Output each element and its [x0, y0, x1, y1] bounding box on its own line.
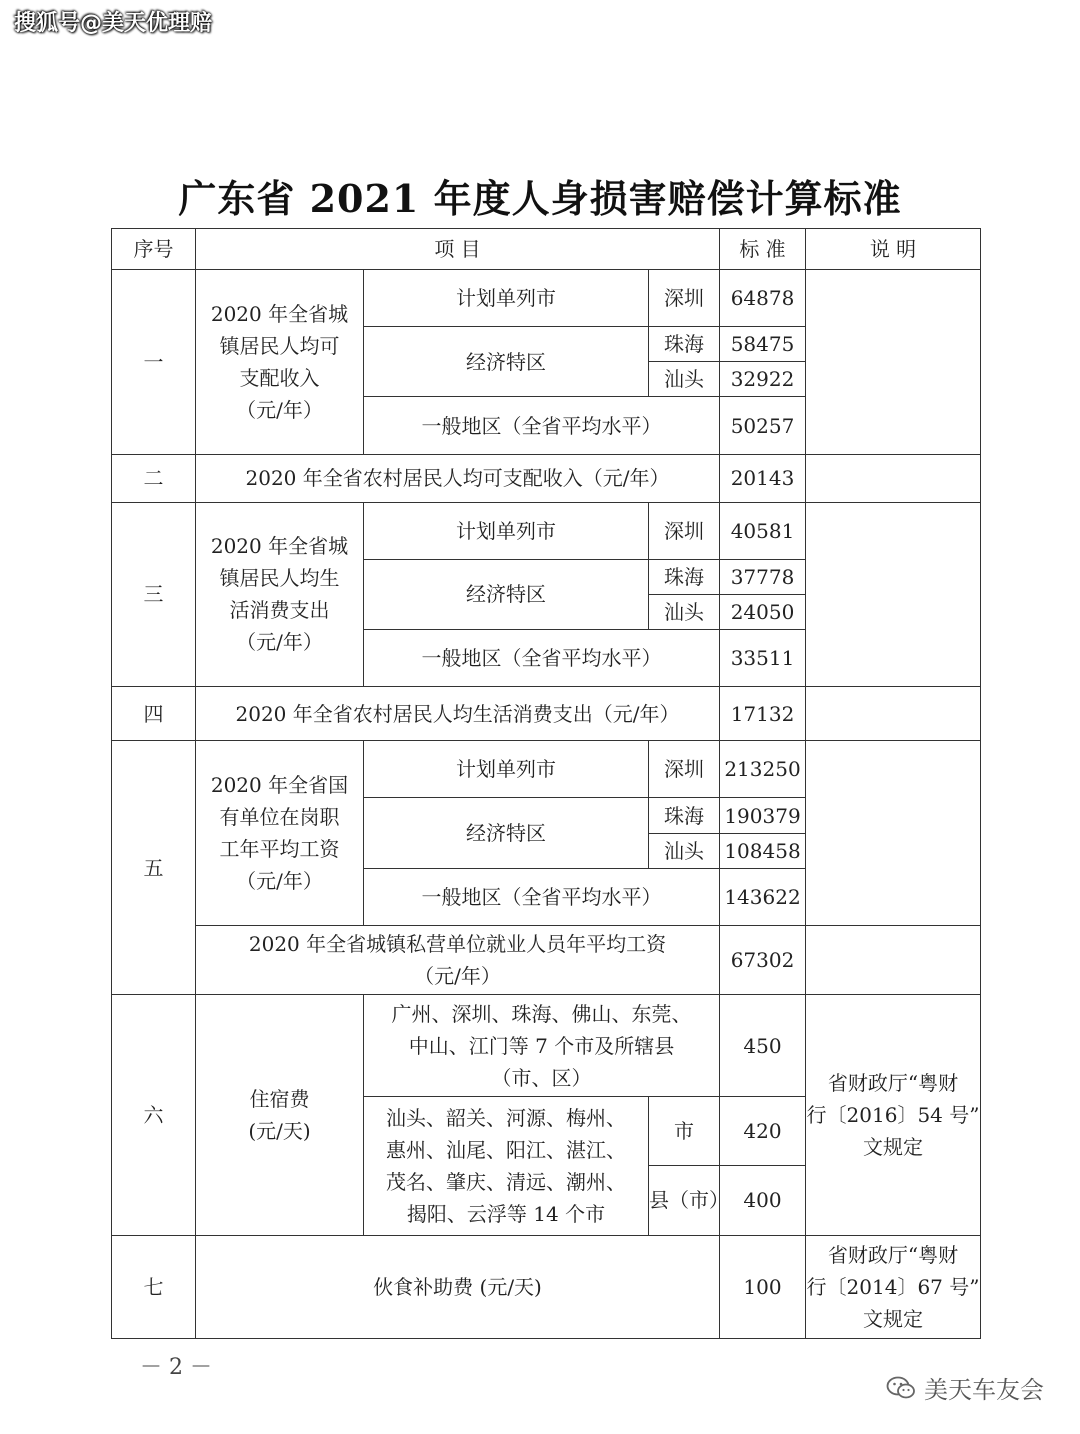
wechat-icon: [886, 1375, 916, 1401]
region-label: 一般地区（全省平均水平）: [364, 630, 720, 687]
note-cell: [806, 270, 981, 454]
value-cell: 24050: [720, 594, 806, 629]
desc-line: 住宿费: [249, 1086, 310, 1111]
value-cell: 20143: [720, 454, 806, 502]
item-desc-cell: [196, 994, 364, 1235]
header-item: 项 目: [196, 229, 720, 270]
value-cell: 37778: [720, 559, 806, 594]
wechat-account-name: 美天车友会: [924, 1376, 1044, 1404]
table-row: [112, 1235, 981, 1338]
desc-line: 工年平均工资: [219, 837, 340, 862]
desc-line: (元/天): [248, 1118, 311, 1143]
value-cell: 32922: [720, 362, 806, 397]
note-line: 省财政厅“粤财: [827, 1242, 959, 1267]
item-desc-cell: 2020 年全省农村居民人均可支配收入（元/年）: [196, 454, 720, 502]
region-label: 计划单列市: [364, 741, 649, 798]
table-row: [112, 741, 981, 798]
county-label: 县（市）: [649, 1166, 720, 1235]
region-label: 计划单列市: [364, 502, 649, 559]
region-desc-cell: [364, 994, 720, 1096]
value-cell: 67302: [720, 925, 806, 994]
value-cell: 190379: [720, 798, 806, 833]
desc-line: 广州、深圳、珠海、佛山、东莞、: [391, 1001, 692, 1026]
value-cell: 58475: [720, 327, 806, 362]
item-desc-cell: 2020 年全省农村居民人均生活消费支出（元/年）: [196, 687, 720, 741]
note-cell: [806, 741, 981, 925]
header-seq: 序号: [112, 229, 196, 270]
note-line: 文规定: [863, 1134, 924, 1159]
region-label: 一般地区（全省平均水平）: [364, 868, 720, 925]
table-header-row: [112, 229, 981, 270]
item-desc-cell: [196, 502, 364, 686]
table-row: [112, 994, 981, 1096]
value-cell: 33511: [720, 630, 806, 687]
desc-line: 中山、江门等 7 个市及所辖县: [408, 1033, 675, 1058]
desc-line: 茂名、肇庆、清远、潮州、: [386, 1169, 626, 1194]
seq-cell: 一: [112, 270, 196, 454]
document-title: 广东省 2021 年度人身损害赔偿计算标准: [178, 176, 902, 221]
note-cell: [806, 925, 981, 994]
table-row: [112, 925, 981, 994]
item-desc-cell: [196, 925, 720, 994]
region-label: 经济特区: [364, 798, 649, 868]
city-label: 珠海: [649, 798, 720, 833]
note-cell: [806, 454, 981, 502]
desc-line: 支配收入: [239, 365, 320, 390]
desc-line: （元/年）: [236, 630, 323, 655]
desc-line: （市、区）: [491, 1065, 592, 1090]
city-label: 深圳: [649, 741, 720, 798]
desc-line: 2020 年全省城镇私营单位就业人员年平均工资: [248, 931, 667, 956]
city-label: 深圳: [649, 502, 720, 559]
seq-cell: 六: [112, 994, 196, 1235]
standards-table: [111, 228, 981, 1339]
note-line: 文规定: [863, 1306, 924, 1331]
region-label: 计划单列市: [364, 270, 649, 327]
desc-line: 2020 年全省城: [210, 534, 349, 559]
table-row: [112, 502, 981, 559]
city-label: 珠海: [649, 559, 720, 594]
value-cell: 50257: [720, 397, 806, 454]
seq-cell: 四: [112, 687, 196, 741]
value-cell: 40581: [720, 502, 806, 559]
seq-cell: 五: [112, 741, 196, 995]
desc-line: 有单位在岗职: [219, 805, 340, 830]
region-label: 经济特区: [364, 327, 649, 397]
note-line: 行〔2016〕54 号”: [806, 1102, 980, 1127]
seq-cell: 三: [112, 502, 196, 686]
value-cell: 143622: [720, 868, 806, 925]
header-standard: 标 准: [720, 229, 806, 270]
region-label: 经济特区: [364, 559, 649, 629]
desc-line: （元/年）: [236, 397, 323, 422]
value-cell: 400: [720, 1166, 806, 1235]
desc-line: （元/年）: [236, 869, 323, 894]
table-row: [112, 687, 981, 741]
desc-line: 2020 年全省国: [210, 773, 349, 798]
city-label: 深圳: [649, 270, 720, 327]
city-label: 珠海: [649, 327, 720, 362]
note-cell: [806, 502, 981, 686]
desc-line: 镇居民人均生: [219, 566, 340, 591]
city-label: 汕头: [649, 833, 720, 868]
value-cell: 450: [720, 994, 806, 1096]
value-cell: 64878: [720, 270, 806, 327]
value-cell: 100: [720, 1235, 806, 1338]
note-line: 行〔2014〕67 号”: [806, 1274, 980, 1299]
desc-line: 惠州、汕尾、阳江、湛江、: [386, 1137, 626, 1162]
note-cell: [806, 687, 981, 741]
city-label: 汕头: [649, 594, 720, 629]
value-cell: 17132: [720, 687, 806, 741]
desc-line: 揭阳、云浮等 14 个市: [406, 1201, 606, 1226]
note-line: 省财政厅“粤财: [827, 1070, 959, 1095]
city-label: 市: [649, 1097, 720, 1166]
table-row: [112, 270, 981, 327]
note-cell: [806, 994, 981, 1235]
desc-line: 活消费支出: [229, 598, 330, 623]
desc-line: 镇居民人均可: [219, 333, 340, 358]
desc-line: 2020 年全省城: [210, 301, 349, 326]
watermark-top: 搜狐号@美天优理赔: [14, 11, 213, 36]
value-cell: 108458: [720, 833, 806, 868]
page-number: － 2 －: [140, 1355, 212, 1380]
item-desc-cell: 伙食补助费 (元/天): [196, 1235, 720, 1338]
seq-cell: 七: [112, 1235, 196, 1338]
item-desc-cell: [196, 270, 364, 454]
item-desc-cell: [196, 741, 364, 925]
region-label: 一般地区（全省平均水平）: [364, 397, 720, 454]
region-desc-cell: [364, 1097, 649, 1235]
seq-cell: 二: [112, 454, 196, 502]
header-note: 说 明: [806, 229, 981, 270]
note-cell: [806, 1235, 981, 1338]
value-cell: 213250: [720, 741, 806, 798]
desc-line: 汕头、韶关、河源、梅州、: [386, 1105, 626, 1130]
desc-line: （元/年）: [414, 963, 501, 988]
wechat-watermark: [886, 1370, 1044, 1405]
value-cell: 420: [720, 1097, 806, 1166]
city-label: 汕头: [649, 362, 720, 397]
table-row: [112, 454, 981, 502]
